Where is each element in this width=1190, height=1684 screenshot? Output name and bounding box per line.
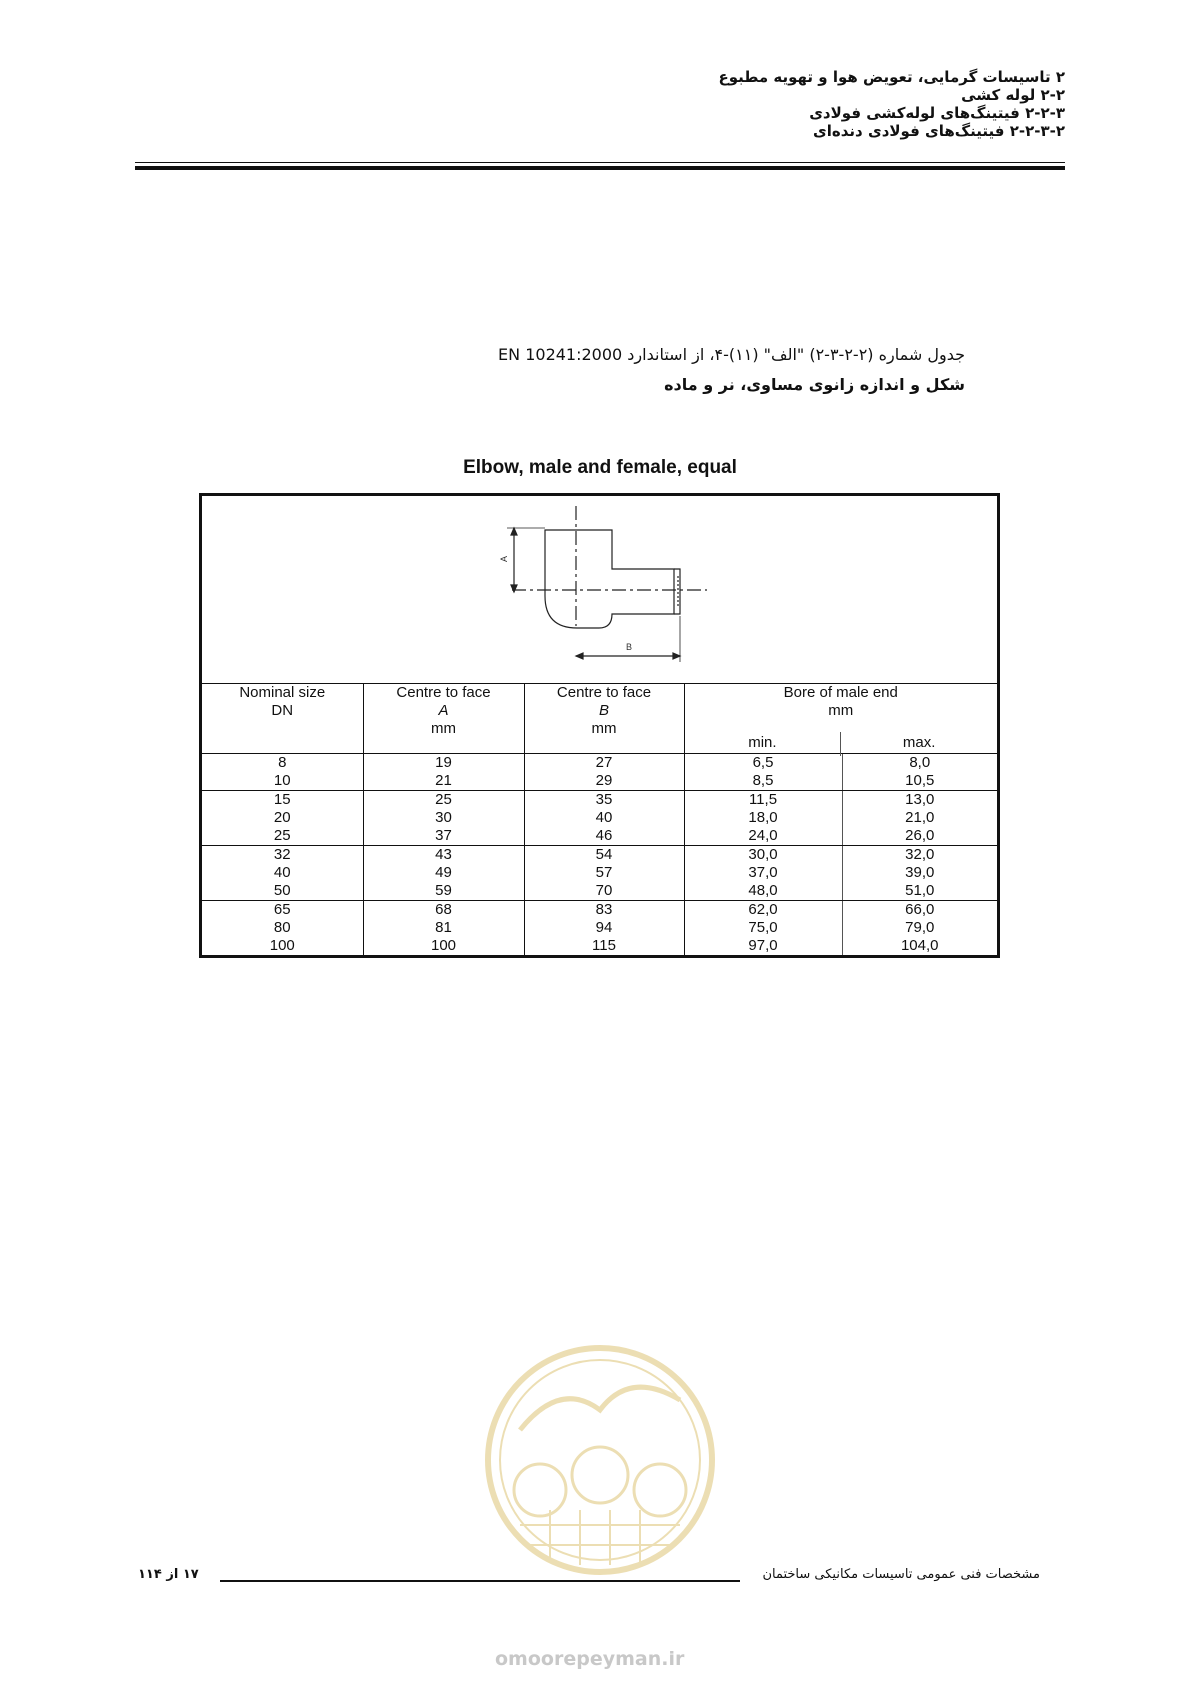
header-rule-thick <box>135 166 1065 170</box>
cell-value: 83 <box>595 901 613 918</box>
cell-value: 46 <box>595 827 613 844</box>
cell-value: 59 <box>435 882 452 899</box>
cell-value: 97,0 <box>748 937 778 954</box>
watermark-url: omoorepeyman.ir <box>495 1648 685 1670</box>
header-line-section: ۲-۲ لوله کشی <box>961 86 1065 104</box>
cell-value: 104,0 <box>900 937 939 954</box>
cell-value: 40 <box>595 809 613 826</box>
table-header-row <box>202 684 997 754</box>
cell-value: 79,0 <box>905 919 935 936</box>
cell-centre-to-face-b <box>524 754 684 791</box>
elbow-figure <box>202 496 997 684</box>
cell-value: 8,0 <box>909 754 931 771</box>
cell-centre-to-face-a <box>363 754 524 791</box>
table-caption <box>265 340 965 400</box>
cell-bore-max <box>842 846 997 901</box>
cell-value: 48,0 <box>748 882 778 899</box>
cell-value: 49 <box>435 864 452 881</box>
header-bore-of-male-end: Bore of male end mm min. max. <box>684 684 997 754</box>
header-rule-thin <box>135 162 1065 163</box>
cell-value: 43 <box>435 846 452 863</box>
header-centre-to-face-b: Centre to face B mm <box>524 684 684 754</box>
cell-value: 8,5 <box>752 772 774 789</box>
cell-value: 26,0 <box>905 827 935 844</box>
header-centre-to-face-a: Centre to face A mm <box>363 684 524 754</box>
cell-value: 81 <box>435 919 452 936</box>
cell-value: 62,0 <box>748 901 778 918</box>
cell-centre-to-face-b <box>524 846 684 901</box>
dimension-label-b: B <box>626 642 633 652</box>
cell-value: 80 <box>273 919 291 936</box>
cell-value: 32,0 <box>905 846 935 863</box>
cell-value: 21 <box>435 772 452 789</box>
cell-value: 25 <box>273 827 291 844</box>
cell-nominal-size <box>202 846 363 901</box>
dimensions-table <box>202 684 997 955</box>
cell-value: 15 <box>273 791 291 808</box>
cell-value: 27 <box>595 754 613 771</box>
cell-bore-min <box>684 901 842 956</box>
cell-value: 32 <box>273 846 291 863</box>
cell-value: 11,5 <box>748 791 778 808</box>
table-row-group <box>202 846 997 901</box>
cell-value: 13,0 <box>905 791 935 808</box>
cell-value: 37,0 <box>748 864 778 881</box>
spec-table <box>199 493 1000 958</box>
cell-value: 54 <box>595 846 613 863</box>
subheader-min: min. <box>685 732 842 756</box>
cell-nominal-size <box>202 791 363 846</box>
cell-bore-max <box>842 754 997 791</box>
cell-value: 39,0 <box>905 864 935 881</box>
cell-value: 65 <box>273 901 291 918</box>
cell-value: 19 <box>435 754 452 771</box>
cell-bore-min <box>684 846 842 901</box>
cell-bore-min <box>684 791 842 846</box>
table-row-group <box>202 791 997 846</box>
cell-value: 37 <box>435 827 452 844</box>
cell-value: 68 <box>435 901 452 918</box>
table-english-title: Elbow, male and female, equal <box>463 457 737 478</box>
bore-subheaders <box>685 732 998 756</box>
header-line-subsubsection: ۲-۲-۳-۲ فیتینگ‌های فولادی دنده‌ای <box>812 122 1065 140</box>
footer-rule <box>220 1580 740 1582</box>
cell-value: 8 <box>278 754 287 771</box>
cell-centre-to-face-a <box>363 791 524 846</box>
cell-value: 115 <box>592 937 616 954</box>
header-nominal-size: Nominal size DN <box>202 684 363 754</box>
cell-bore-max <box>842 791 997 846</box>
cell-value: 21,0 <box>905 809 935 826</box>
cell-value: 25 <box>435 791 452 808</box>
cell-value: 30 <box>435 809 452 826</box>
cell-centre-to-face-a <box>363 901 524 956</box>
cell-bore-max <box>842 901 997 956</box>
cell-value: 6,5 <box>752 754 774 771</box>
cell-value: 100 <box>269 937 295 954</box>
cell-nominal-size <box>202 754 363 791</box>
cell-value: 51,0 <box>905 882 935 899</box>
subheader-max: max. <box>902 734 936 751</box>
header-line-chapter: ۲ تاسیسات گرمایی، تعویض هوا و تهویه مطبوع <box>718 68 1065 86</box>
cell-value: 66,0 <box>905 901 935 918</box>
table-body <box>202 754 997 956</box>
cell-value: 10 <box>273 772 291 789</box>
elbow-drawing <box>202 496 997 683</box>
cell-value: 24,0 <box>748 827 778 844</box>
cell-centre-to-face-b <box>524 901 684 956</box>
table-row-group <box>202 901 997 956</box>
caption-table-number: جدول شماره (۲-۲-۳-۲) "الف" (۱۱)-۴، از استاندارد EN 10241:2000 <box>498 345 965 364</box>
dimension-label-a: A <box>499 555 509 562</box>
cell-value: 94 <box>595 919 613 936</box>
footer-document-title: مشخصات فنی عمومی تاسیسات مکانیکی ساختمان <box>762 1567 1040 1582</box>
watermark-logo <box>480 1340 720 1580</box>
cell-value: 18,0 <box>748 809 778 826</box>
cell-value: 70 <box>595 882 613 899</box>
header-line-subsection: ۲-۲-۳ فیتینگ‌های لوله‌کشی فولادی <box>809 104 1065 122</box>
caption-table-title: شکل و اندازه زانوی مساوی، نر و ماده <box>664 375 965 394</box>
cell-value: 50 <box>273 882 291 899</box>
footer-page-number: ۱۷ از ۱۱۴ <box>138 1567 199 1582</box>
cell-bore-min <box>684 754 842 791</box>
cell-value: 10,5 <box>905 772 935 789</box>
cell-value: 75,0 <box>748 919 778 936</box>
cell-value: 20 <box>273 809 291 826</box>
cell-value: 100 <box>430 937 457 954</box>
cell-value: 40 <box>273 864 291 881</box>
document-header <box>125 68 1065 140</box>
cell-value: 57 <box>595 864 613 881</box>
cell-value: 30,0 <box>748 846 778 863</box>
cell-nominal-size <box>202 901 363 956</box>
cell-centre-to-face-b <box>524 791 684 846</box>
cell-value: 35 <box>595 791 613 808</box>
cell-centre-to-face-a <box>363 846 524 901</box>
table-row-group <box>202 754 997 791</box>
cell-value: 29 <box>595 772 613 789</box>
